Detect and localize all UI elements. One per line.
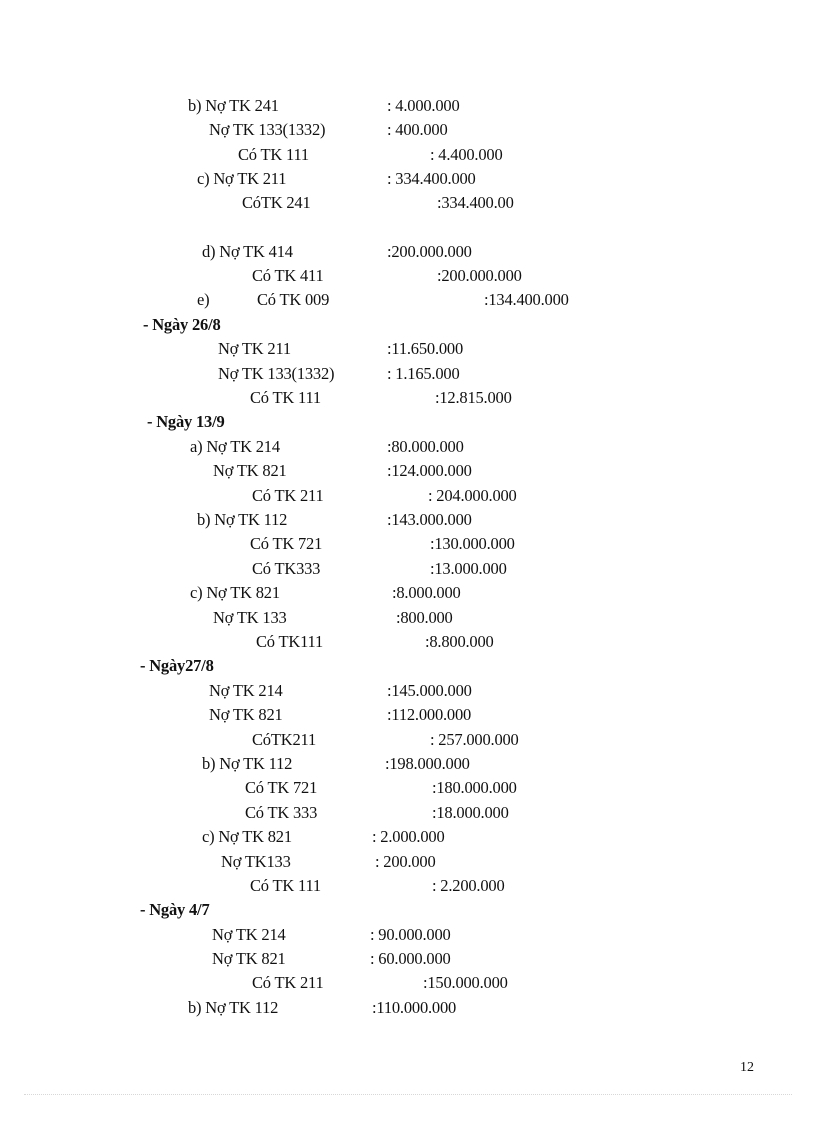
- entry-account: c) Nợ TK 821: [202, 827, 292, 846]
- entry-amount: : 257.000.000: [430, 730, 519, 749]
- entry-account: b) Nợ TK 112: [202, 754, 293, 773]
- entry-amount: : 1.165.000: [387, 364, 460, 383]
- entry-amount: :18.000.000: [432, 803, 509, 822]
- entry-amount: : 334.400.000: [387, 169, 476, 188]
- date-heading: - Ngày 4/7: [140, 900, 210, 919]
- entry-account: a) Nợ TK 214: [190, 437, 280, 456]
- page-bottom-divider: [24, 1094, 792, 1095]
- entry-amount: :13.000.000: [430, 559, 507, 578]
- entry-account: Có TK 721: [250, 534, 323, 553]
- entry-account: c) Nợ TK 211: [197, 169, 287, 188]
- entry-account: Có TK 333: [245, 803, 318, 822]
- entry-account: CóTK 241: [242, 193, 311, 212]
- entry-account: Nợ TK 821: [209, 705, 283, 724]
- date-heading: - Ngày27/8: [140, 656, 214, 675]
- entry-amount: : 60.000.000: [370, 949, 451, 968]
- entry-account: Có TK 009: [257, 290, 330, 309]
- entry-account: CóTK211: [252, 730, 316, 749]
- entry-amount: :198.000.000: [385, 754, 470, 773]
- entry-amount: :110.000.000: [372, 998, 457, 1017]
- entry-account: b) Nợ TK 241: [188, 96, 279, 115]
- entry-amount: :334.400.00: [437, 193, 514, 212]
- entry-amount: :180.000.000: [432, 778, 517, 797]
- entry-amount: :112.000.000: [387, 705, 472, 724]
- entry-account: b) Nợ TK 112: [197, 510, 288, 529]
- entry-account: Nợ TK 133(1332): [209, 120, 326, 139]
- entry-account: Nợ TK 214: [209, 681, 283, 700]
- entry-account: b) Nợ TK 112: [188, 998, 279, 1017]
- entry-amount: : 204.000.000: [428, 486, 517, 505]
- entry-account: Nợ TK 821: [212, 949, 286, 968]
- entry-amount: : 4.400.000: [430, 145, 503, 164]
- entry-account: Nợ TK 133: [213, 608, 287, 627]
- entry-amount: :130.000.000: [430, 534, 515, 553]
- entry-amount: :8.000.000: [392, 583, 461, 602]
- entry-account: d) Nợ TK 414: [202, 242, 293, 261]
- entry-account: Nợ TK 214: [212, 925, 286, 944]
- entry-amount: :124.000.000: [387, 461, 472, 480]
- entry-amount: :134.400.000: [484, 290, 569, 309]
- entry-amount: : 400.000: [387, 120, 448, 139]
- entry-amount: : 2.200.000: [432, 876, 505, 895]
- entry-account: Nợ TK 133(1332): [218, 364, 335, 383]
- entry-account: c) Nợ TK 821: [190, 583, 280, 602]
- page-number: 12: [740, 1060, 754, 1075]
- entry-account: Có TK 111: [250, 876, 321, 895]
- entry-account: Nợ TK 821: [213, 461, 287, 480]
- entry-amount: : 90.000.000: [370, 925, 451, 944]
- entry-amount: :145.000.000: [387, 681, 472, 700]
- entry-account: Có TK 111: [238, 145, 309, 164]
- entry-amount: : 4.000.000: [387, 96, 460, 115]
- entry-amount: : 200.000: [375, 852, 436, 871]
- entry-amount: :80.000.000: [387, 437, 464, 456]
- entry-account: Có TK333: [252, 559, 321, 578]
- entry-amount: : 2.000.000: [372, 827, 445, 846]
- entry-amount: :8.800.000: [425, 632, 494, 651]
- entry-amount: :800.000: [396, 608, 453, 627]
- entry-amount: :11.650.000: [387, 339, 464, 358]
- entry-account: Có TK 211: [252, 973, 324, 992]
- date-heading: - Ngày 26/8: [143, 315, 221, 334]
- entry-account: Nợ TK133: [221, 852, 291, 871]
- date-heading: - Ngày 13/9: [147, 412, 225, 431]
- entry-amount: :150.000.000: [423, 973, 508, 992]
- entry-amount: :200.000.000: [437, 266, 522, 285]
- entry-amount: :12.815.000: [435, 388, 512, 407]
- entry-account: Có TK 111: [250, 388, 321, 407]
- entry-account: Có TK 411: [252, 266, 324, 285]
- entry-account: Nợ TK 211: [218, 339, 291, 358]
- entry-label: e): [197, 290, 210, 309]
- entry-amount: :143.000.000: [387, 510, 472, 529]
- entry-account: Có TK 721: [245, 778, 318, 797]
- entry-account: Có TK111: [256, 632, 324, 651]
- entry-amount: :200.000.000: [387, 242, 472, 261]
- entry-account: Có TK 211: [252, 486, 324, 505]
